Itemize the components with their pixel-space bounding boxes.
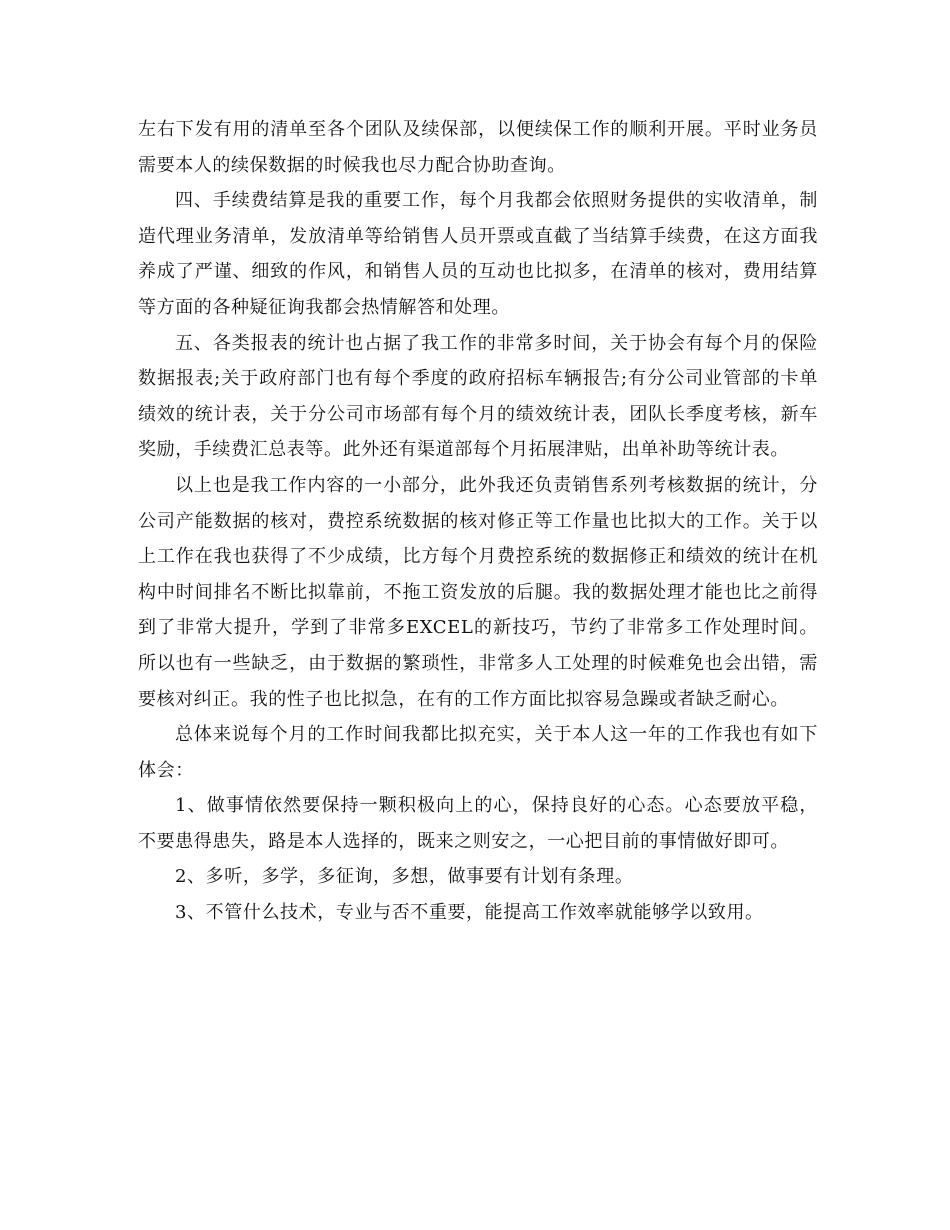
paragraph-commission-settlement: 四、手续费结算是我的重要工作，每个月我都会依照财务提供的实收清单，制造代理业务清单，发放清单等给销售人员开票或直截了当结算手续费，在这方面我养成了严谨、细致的作风，和销售人员的互动也比拟多，在清单的核对，费用结算等方面的各种疑征询我都会热情解答和处理。 — [138, 190, 818, 318]
paragraph-continuation: 左右下发有用的清单至各个团队及续保部，以便续保工作的顺利开展。平时业务员需要本人的续保数据的时候我也尽力配合协助查询。 — [138, 119, 818, 176]
document-body — [138, 112, 818, 931]
paragraph-work-summary: 以上也是我工作内容的一小部分，此外我还负责销售系列考核数据的统计，分公司产能数据的核对，费控系统数据的核对修正等工作量也比拟大的工作。关于以上工作在我也获得了不少成绩，比方每个月费控系统的数据修正和绩效的统计在机构中时间排名不断比拟靠前，不拖工资发放的后腿。我的数据处理才能也比之前得到了非常大提升，学到了非常多EXCEL的新技巧，节约了非常多工作处理时间。所以也有一些缺乏，由于数据的繁琐性，非常多人工处理的时候难免也会出错，需要核对纠正。我的性子也比拟急，在有的工作方面比拟容易急躁或者缺乏耐心。 — [138, 474, 818, 710]
paragraph-report-statistics: 五、各类报表的统计也占据了我工作的非常多时间，关于协会有每个月的保险数据报表;关于政府部门也有每个季度的政府招标车辆报告;有分公司业管部的卡单绩效的统计表，关于分公司市场部有每个月的绩效统计表，团队长季度考核，新车奖励，手续费汇总表等。此外还有渠道部每个月拓展津贴，出单补助等统计表。 — [138, 332, 818, 461]
paragraph-point-1: 1、做事情依然要保持一颗积极向上的心，保持良好的心态。心态要放平稳，不要患得患失，路是本人选择的，既来之则安之，一心把目前的事情做好即可。 — [138, 795, 818, 852]
paragraph-overall: 总体来说每个月的工作时间我都比拟充实，关于本人这一年的工作我也有如下体会： — [138, 724, 818, 781]
paragraph-point-2: 2、多听，多学，多征询，多想，做事要有计划有条理。 — [175, 866, 634, 888]
paragraph-point-3: 3、不管什么技术，专业与否不重要，能提高工作效率就能够学以致用。 — [175, 902, 764, 924]
